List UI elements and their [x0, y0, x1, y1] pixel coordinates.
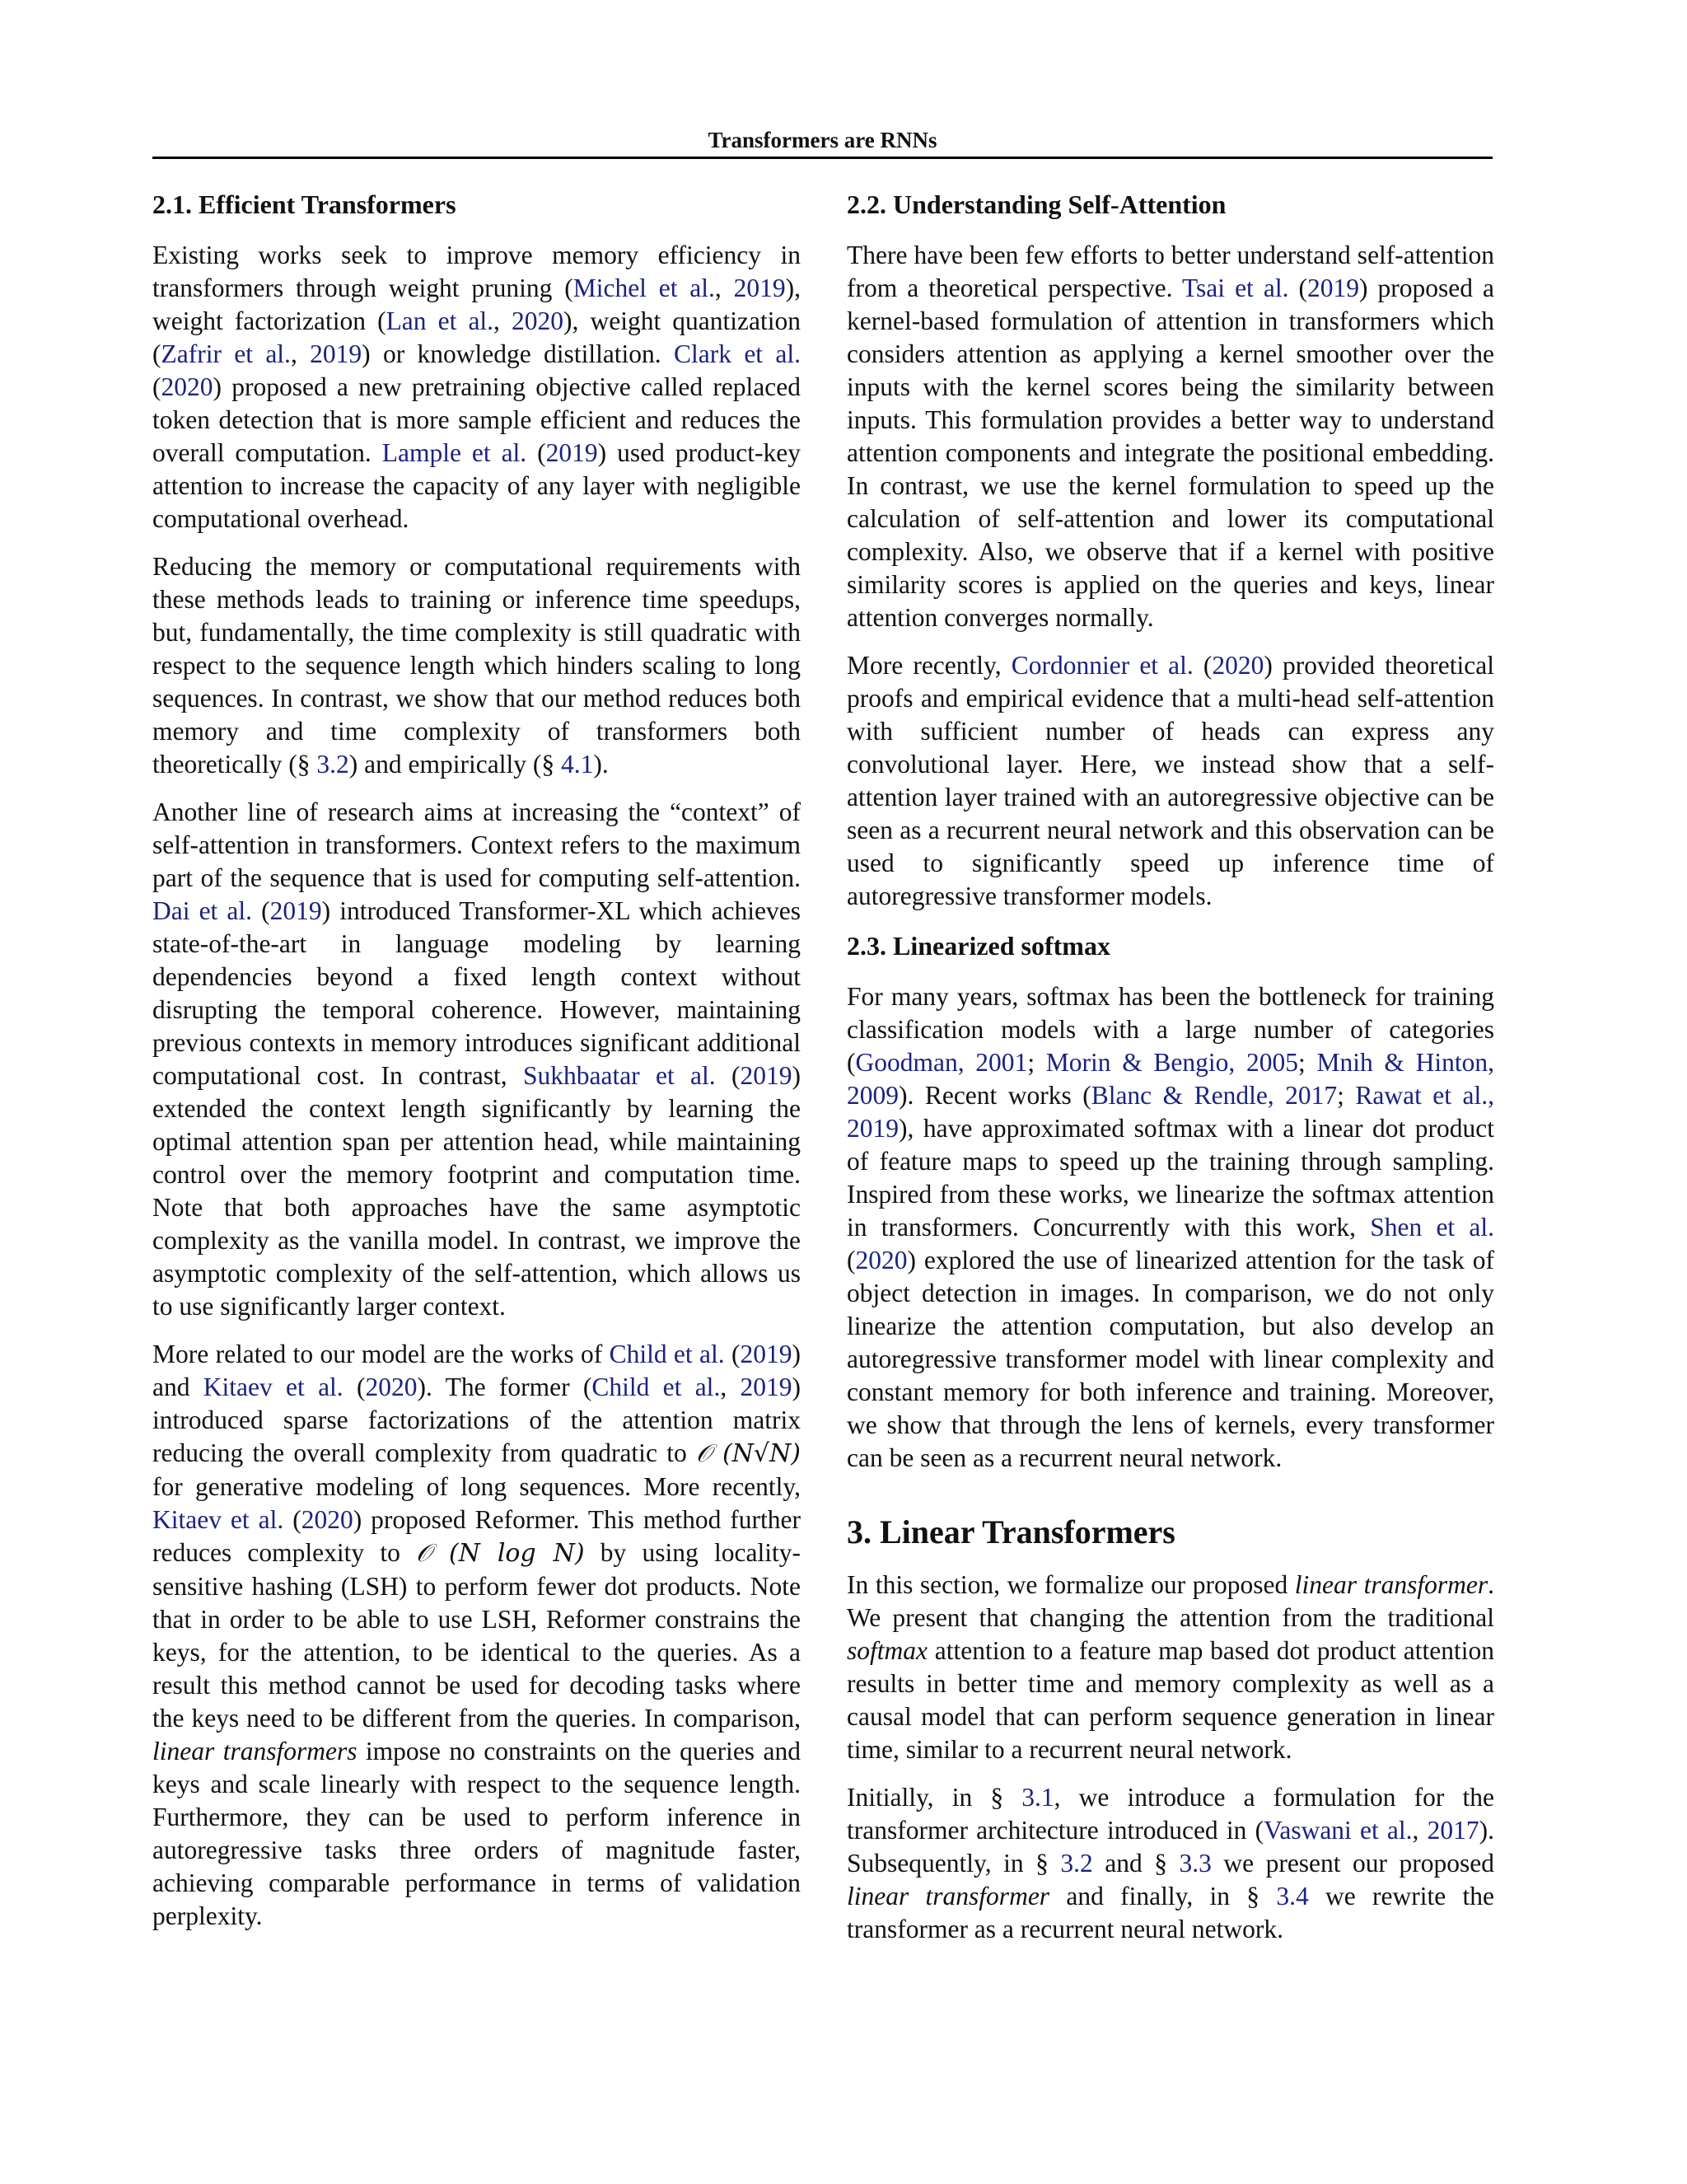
citation-link[interactable]: Child et al.	[609, 1340, 725, 1368]
math-complexity: 𝒪 (N√N)	[696, 1439, 801, 1468]
header-rule	[152, 157, 1493, 159]
text: Another line of research aims at increasing the “context” of self-attention in transformers. Context refers to the maximum part of the sequence that is used for computing self-attention.	[152, 797, 801, 892]
citation-link[interactable]: 2020	[1212, 651, 1264, 680]
text: ) and	[152, 1340, 801, 1401]
text: ,	[720, 1373, 741, 1401]
paragraph	[847, 239, 1494, 634]
emphasis: linear transformers	[152, 1737, 357, 1765]
left-column	[152, 186, 801, 1948]
citation-link[interactable]: 2017	[1427, 1816, 1479, 1845]
section-link[interactable]: 3.3	[1179, 1849, 1212, 1878]
citation-link[interactable]: Lample et al.	[381, 438, 527, 467]
text: There have been few efforts to better understand self-attention from a theoretical perspective.	[847, 241, 1494, 302]
text: ), have approximated softmax with a linear dot product of feature maps to speed up the training through sampling. Inspired from these works, we linearize the softmax attention in transformers. Concurrently with this work,	[847, 1114, 1494, 1242]
right-column	[847, 186, 1494, 1961]
text: (	[283, 1505, 301, 1534]
emphasis: linear transformer	[847, 1882, 1050, 1910]
citation-link[interactable]: 2019	[269, 896, 322, 925]
citation-link[interactable]: 2019	[1306, 274, 1359, 302]
citation-link[interactable]: Lan et al.	[386, 306, 494, 335]
text: , we introduce a formulation for the transformer architecture introduced in (	[847, 1783, 1494, 1845]
citation-link[interactable]: 2019	[740, 1340, 792, 1368]
text: Initially, in §	[847, 1783, 1022, 1812]
text: More recently,	[847, 651, 1012, 680]
text: . We present that changing the attention from the traditional	[847, 1570, 1494, 1632]
text: ) introduced sparse factorizations of the attention matrix reducing the overall complexity from quadratic to	[152, 1373, 801, 1467]
text: ) proposed Reformer. This method further reduces complexity to	[152, 1505, 801, 1567]
citation-link[interactable]: Child et al.	[591, 1373, 721, 1401]
citation-link[interactable]: Michel et al.	[572, 274, 715, 302]
text: ,	[1412, 1816, 1428, 1845]
citation-link[interactable]: Mnih & Hinton, 2009	[847, 1048, 1494, 1110]
section-link[interactable]: 3.2	[316, 750, 349, 779]
text: and finally, in §	[1049, 1882, 1277, 1910]
citation-link[interactable]: 2020	[855, 1246, 908, 1274]
text: ) and empirically (§	[348, 750, 561, 779]
citation-link[interactable]: 2020	[161, 372, 213, 401]
text: we present our proposed	[1211, 1849, 1495, 1878]
text: (	[152, 372, 161, 401]
section-heading-3: 3. Linear Transformers	[847, 1513, 1175, 1550]
citation-link[interactable]: 2019	[545, 438, 598, 467]
text: ,	[714, 274, 734, 302]
paragraph	[152, 239, 801, 535]
emphasis: softmax	[847, 1636, 928, 1665]
text: ) extended the context length significantly by learning the optimal attention span per attention head, while maintaining control over the memory footprint and computation time. Note that both approaches have the same asymptotic complexity as the vanilla model. In contrast, we improve the asymptotic complexity of the self-attention, which allows us to use significantly larger context.	[152, 1061, 801, 1321]
citation-link[interactable]: Zafrir et al.	[161, 339, 291, 368]
section-heading-2-1: 2.1. Efficient Transformers	[152, 189, 456, 219]
text: ;	[1337, 1081, 1356, 1110]
math-complexity: 𝒪 (N log N)	[416, 1539, 585, 1568]
citation-link[interactable]: Clark et al.	[674, 339, 801, 368]
text: (	[1288, 274, 1307, 302]
text: ;	[1297, 1048, 1317, 1077]
text: ). Recent works (	[899, 1081, 1091, 1110]
citation-link[interactable]: Goodman, 2001	[855, 1048, 1028, 1077]
paragraph	[847, 1781, 1494, 1946]
paragraph	[152, 1338, 801, 1933]
citation-link[interactable]: Vaswani et al.	[1264, 1816, 1413, 1845]
citation-link[interactable]: 2019	[733, 274, 786, 302]
text: Reducing the memory or computational requirements with these methods leads to training or inference time speedups, but, fundamentally, the time complexity is still quadratic with respect to the sequence length which hinders scaling to long sequences. In contrast, we show that our method reduces both memory and time complexity of transformers both theoretically (§	[152, 552, 801, 779]
citation-link[interactable]: 2020	[365, 1373, 418, 1401]
citation-link[interactable]: Morin & Bengio, 2005	[1045, 1048, 1298, 1077]
citation-link[interactable]: Kitaev et al.	[203, 1373, 343, 1401]
text: ) introduced Transformer-XL which achieves state-of-the-art in language modeling by learning dependencies beyond a fixed length context without disrupting the temporal coherence. However, maintaining previous contexts in memory introduces significant additional computational cost. In contrast,	[152, 896, 801, 1090]
text: ) proposed a new pretraining objective called replaced token detection that is more sample efficient and reduces the overall computation.	[152, 372, 801, 467]
text: (	[847, 1246, 856, 1274]
text: (	[715, 1061, 741, 1090]
text: ) provided theoretical proofs and empirical evidence that a multi-head self-attention with sufficient number of heads can express any convolutional layer. Here, we instead show that a self-attention layer trained with an autoregressive objective can be seen as a recurrent neural network and this observation can be used to significantly speed up inference time of autoregressive transformer models.	[847, 651, 1494, 910]
text: ) proposed a kernel-based formulation of attention in transformers which considers attention as applying a kernel smoother over the inputs with the kernel scores being the similarity between inputs. This formulation provides a better way to understand attention components and integrate the positional embedding. In contrast, we use the kernel formulation to speed up the calculation of self-attention and lower its computational complexity. Also, we observe that if a kernel with positive similarity scores is applied on the queries and keys, linear attention converges normally.	[847, 274, 1495, 632]
section-link[interactable]: 4.1	[560, 750, 594, 779]
paragraph	[152, 550, 801, 781]
text: ) or knowledge distillation.	[362, 339, 675, 368]
text: ) explored the use of linearized attention for the task of object detection in images. In comparison, we do not only linearize the attention computation, but also develop an autoregressive transformer model with linear complexity and constant memory for both inference and training. Moreover, we show that through the lens of kernels, every transformer can be seen as a recurrent neural network.	[847, 1246, 1494, 1472]
text: ). Subsequently, in §	[847, 1816, 1494, 1878]
section-link[interactable]: 3.4	[1276, 1882, 1309, 1910]
text: (	[1193, 651, 1213, 680]
citation-link[interactable]: 2019	[310, 339, 362, 368]
paragraph	[847, 980, 1494, 1475]
citation-link[interactable]: Dai et al.	[152, 896, 253, 925]
citation-link[interactable]: Shen et al.	[1370, 1213, 1494, 1242]
text: (	[252, 896, 270, 925]
text: impose no constraints on the queries and keys and scale linearly with respect to the sequence length. Furthermore, they can be used to perform inference in autoregressive tasks three orders of magnitude faster, achieving comparable performance in terms of validation perplexity.	[152, 1737, 801, 1930]
section-link[interactable]: 3.1	[1021, 1783, 1054, 1812]
text: (	[343, 1373, 366, 1401]
section-heading-2-2: 2.2. Understanding Self-Attention	[847, 189, 1227, 219]
citation-link[interactable]: 2020	[301, 1505, 353, 1534]
text: by using locality-sensitive hashing (LSH) to perform fewer dot products. Note that in order to be able to use LSH, Reformer constrains the keys, for the attention, to be identical to the queries. As a result this method cannot be used for decoding tasks where the keys need to be different from the queries. In comparison,	[152, 1538, 801, 1733]
text: ;	[1027, 1048, 1046, 1077]
citation-link[interactable]: Kitaev et al.	[152, 1505, 284, 1534]
text: ).	[593, 750, 609, 779]
text: attention to a feature map based dot product attention results in better time and memory complexity as well as a causal model that can perform sequence generation in linear time, similar to a recurrent neural network.	[847, 1636, 1494, 1764]
citation-link[interactable]: 2020	[512, 306, 564, 335]
text: In this section, we formalize our proposed	[847, 1570, 1295, 1599]
section-link[interactable]: 3.2	[1060, 1849, 1093, 1878]
paragraph	[847, 649, 1494, 913]
text: ), weight factorization (	[152, 274, 801, 335]
text: for generative modeling of long sequences. More recently,	[152, 1472, 801, 1501]
text: ) used product-key attention to increase the capacity of any layer with negligible computational overhead.	[152, 438, 801, 533]
text: (	[724, 1340, 741, 1368]
paragraph	[847, 1569, 1494, 1766]
text: For many years, softmax has been the bottleneck for training classification models with a large number of categories (	[847, 982, 1494, 1077]
text: More related to our model are the works of	[152, 1340, 610, 1368]
text: ,	[493, 306, 512, 335]
section-heading-2-3: 2.3. Linearized softmax	[847, 931, 1110, 961]
text: Existing works seek to improve memory efficiency in transformers through weight pruning (	[152, 241, 801, 302]
running-title: Transformers are RNNs	[708, 128, 937, 152]
paragraph	[152, 796, 801, 1323]
citation-link[interactable]: 2019	[740, 1061, 792, 1090]
text: ), weight quantization (	[152, 306, 801, 368]
text: and §	[1092, 1849, 1180, 1878]
text: ). The former (	[417, 1373, 592, 1401]
text: we rewrite the transformer as a recurrent neural network.	[847, 1882, 1494, 1943]
citation-link[interactable]: Cordonnier et al.	[1011, 651, 1194, 680]
citation-link[interactable]: Blanc & Rendle, 2017	[1091, 1081, 1338, 1110]
text: (	[526, 438, 546, 467]
text: ,	[290, 339, 311, 368]
citation-link[interactable]: 2019	[740, 1373, 792, 1401]
citation-link[interactable]: Sukhbaatar et al.	[522, 1061, 716, 1090]
citation-link[interactable]: Rawat et al., 2019	[847, 1081, 1494, 1143]
citation-link[interactable]: Tsai et al.	[1182, 274, 1289, 302]
emphasis: linear transformer	[1294, 1570, 1488, 1599]
